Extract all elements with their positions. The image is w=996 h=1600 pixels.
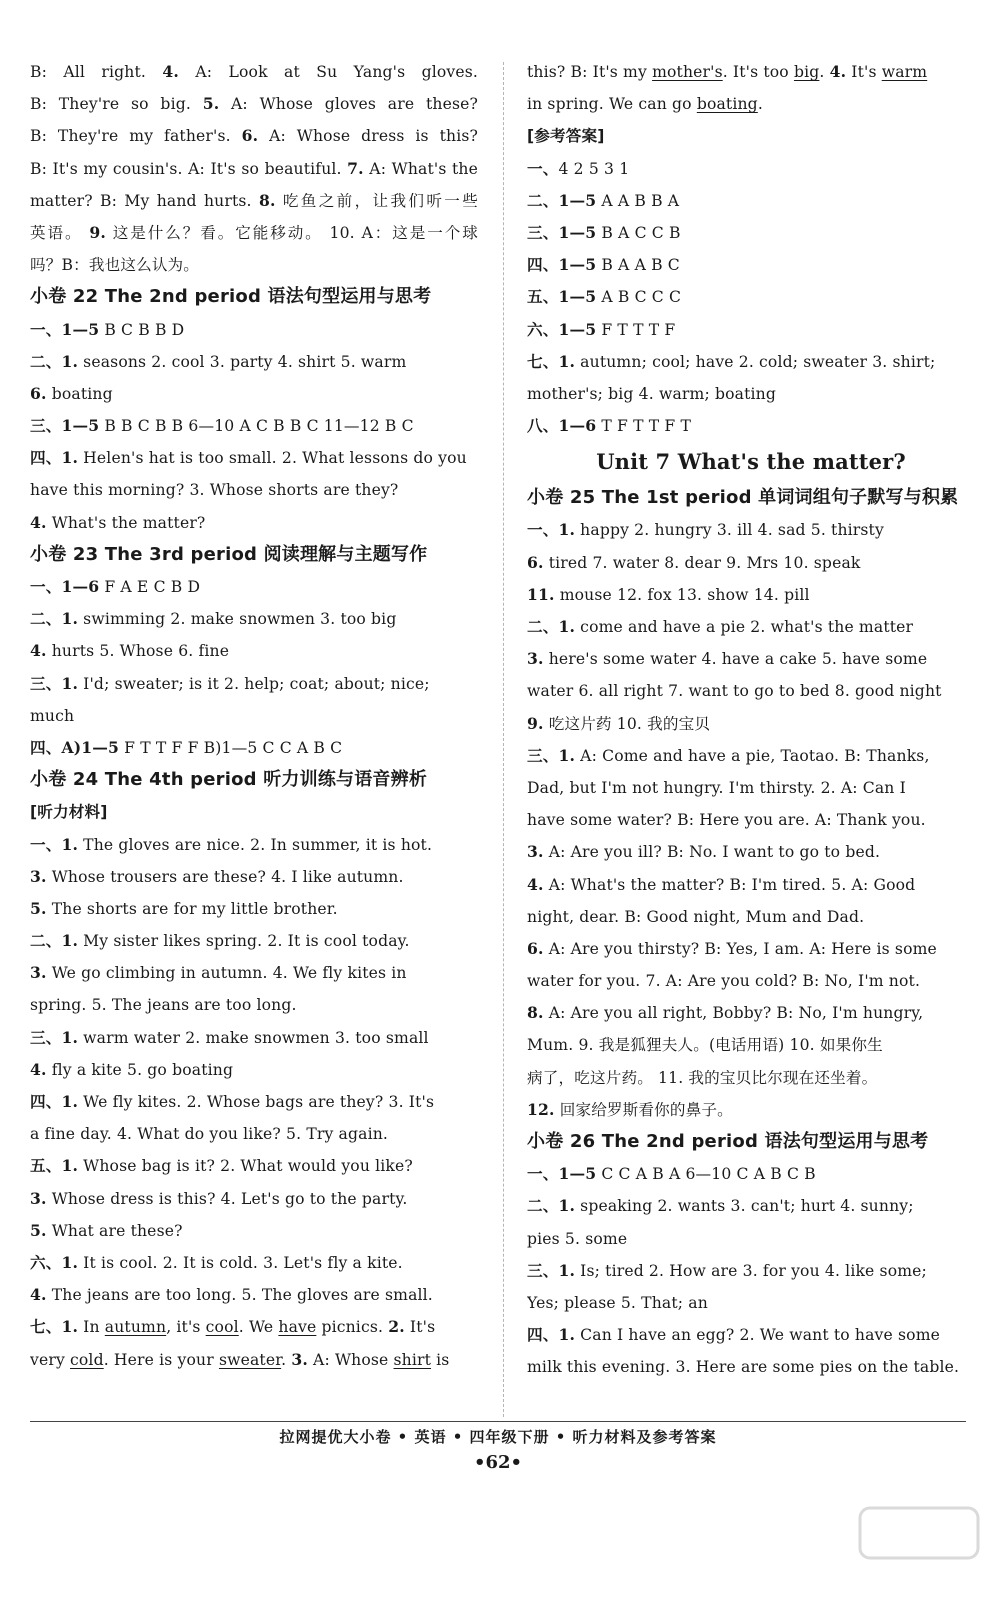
item-text: B C B B D	[99, 320, 185, 339]
item-label: 6.	[527, 938, 544, 958]
answer-line	[30, 474, 478, 506]
underlined-answer: big	[793, 63, 820, 81]
item-text: this? B: It's my	[527, 63, 653, 81]
answer-line	[527, 1158, 975, 1190]
item-label: 8.	[258, 190, 276, 210]
underlined-answer: autumn	[104, 1318, 167, 1337]
heading-number: 小卷 22	[30, 286, 99, 308]
item-text: It's	[404, 1318, 436, 1337]
item-text: What are these?	[46, 1221, 183, 1240]
heading-number: 小卷 25	[527, 487, 596, 509]
answer-line	[527, 1062, 975, 1094]
answer-line	[30, 603, 478, 635]
item-label: 4.	[30, 1285, 47, 1305]
answer-line	[30, 1054, 478, 1086]
answer-line	[527, 314, 975, 346]
item-text: speaking 2. wants 3. can't; hurt 4. sunny;	[575, 1197, 914, 1216]
heading-period: The 2nd period	[104, 286, 262, 308]
item-label: 3.	[291, 1349, 308, 1369]
item-text: A: What's the	[363, 159, 478, 178]
item-text: B B C B B 6—10 A C B B C 11—12 B C	[99, 417, 414, 436]
item-text: A: What's the matter? B: I'm tired. 5. A: Good	[543, 875, 916, 894]
item-text: 吃鱼之前，让我们听一些	[275, 191, 478, 210]
answer-line	[30, 1247, 478, 1279]
answer-line	[30, 1344, 478, 1376]
item-label: 一、1.	[527, 520, 576, 540]
item-text: milk this evening. 3. Here are some pies on the table.	[527, 1358, 960, 1377]
answer-line	[527, 1351, 975, 1383]
item-label: 6.	[527, 552, 544, 572]
item-text: 这是什么？看。它能移动。 10. A：这是一个球	[105, 223, 478, 242]
answer-line	[527, 153, 975, 185]
item-label: 4.	[30, 512, 47, 532]
answer-line	[527, 249, 975, 281]
item-text: swimming 2. make snowmen 3. too big	[78, 610, 397, 629]
item-text: A: Whose	[307, 1350, 394, 1369]
answer-line	[527, 901, 975, 933]
item-label: 一、1—6	[30, 577, 100, 596]
item-label: 三、1.	[30, 673, 79, 693]
underlined-answer: boating	[696, 95, 758, 114]
section-heading	[527, 482, 975, 514]
underlined-answer: shirt	[393, 1350, 432, 1369]
item-text: pies 5. some	[527, 1229, 628, 1248]
underlined-answer: warm	[881, 63, 928, 81]
item-text: .	[757, 95, 763, 114]
item-text: I'd; sweater; is it 2. help; coat; about; nice;	[78, 674, 430, 693]
underlined-answer: cool	[205, 1318, 239, 1337]
answer-line	[30, 1118, 478, 1150]
item-text: picnics.	[316, 1318, 389, 1337]
item-text: very	[30, 1350, 71, 1369]
item-text: Mum. 9. 我是狐狸夫人。(电话用语) 10. 如果你生	[527, 1036, 883, 1055]
answer-line	[30, 732, 478, 764]
item-text: Is; tired 2. How are 3. for you 4. like some;	[575, 1261, 927, 1280]
item-text: The shorts are for my little brother.	[46, 899, 338, 918]
answer-line	[527, 772, 975, 804]
right-column	[527, 56, 975, 1384]
answer-line	[30, 56, 478, 88]
heading-period: The 3rd period	[104, 543, 258, 565]
item-label: 四、1.	[527, 1325, 576, 1345]
item-text: What's the matter?	[46, 513, 206, 532]
item-label: 12.	[527, 1099, 555, 1119]
listening-material-label: [听力材料]	[30, 803, 108, 822]
answer-line	[527, 1190, 975, 1222]
item-label: 4.	[162, 62, 179, 81]
item-label: 3.	[527, 842, 544, 862]
heading-period: The 1st period	[601, 487, 752, 509]
item-label: 四、1—5	[527, 255, 597, 275]
item-label: 9.	[89, 222, 106, 242]
heading-number: 小卷 26	[527, 1131, 596, 1152]
item-label: 五、1—5	[527, 287, 597, 307]
item-text: Whose bag is it? 2. What would you like?	[78, 1157, 413, 1176]
unit-title: Unit 7 What's the matter?	[596, 449, 906, 475]
item-text: fly a kite 5. go boating	[46, 1060, 234, 1079]
section-heading	[30, 539, 478, 571]
item-text: F A E C B D	[99, 578, 201, 596]
answer-line	[527, 643, 975, 675]
answer-line	[527, 1029, 975, 1061]
item-label: 8.	[527, 1003, 544, 1023]
section-heading	[30, 764, 478, 796]
item-label: 4.	[527, 874, 544, 894]
item-text: Can I have an egg? 2. We want to have some	[575, 1326, 941, 1345]
item-label: 11.	[527, 584, 555, 604]
item-text: A: Are you all right, Bobby? B: No, I'm hungry,	[543, 1004, 924, 1023]
item-label: 一、1—5	[527, 1164, 597, 1184]
item-text: Helen's hat is too small. 2. What lessons do you	[78, 449, 467, 468]
item-label: 3.	[30, 866, 47, 886]
item-label: 三、1.	[527, 1260, 576, 1280]
item-text: mouse 12. fox 13. show 14. pill	[554, 585, 810, 604]
item-label: 六、1.	[30, 1252, 79, 1272]
watermark-logo	[854, 1500, 984, 1590]
answer-line	[30, 1150, 478, 1182]
answer-line	[527, 185, 975, 217]
item-text: water 6. all right 7. want to go to bed 8. good night	[527, 682, 942, 701]
item-label: 三、1—5	[527, 222, 597, 242]
item-text: A: Are you thirsty? B: Yes, I am. A: Here is some	[543, 939, 937, 958]
item-text: a fine day. 4. What do you like? 5. Try again.	[30, 1125, 389, 1144]
item-label: 二、1.	[30, 609, 79, 629]
item-label: 三、1.	[30, 1027, 79, 1047]
item-text: warm water 2. make snowmen 3. too small	[78, 1028, 429, 1047]
item-text: C C A B A 6—10 C A B C B	[596, 1165, 816, 1184]
item-text: We fly kites. 2. Whose bags are they? 3. It's	[78, 1093, 435, 1111]
item-text: boating	[46, 384, 113, 403]
footer-rule	[30, 1421, 966, 1422]
heading-topic: 语法句型运用与思考	[764, 1131, 929, 1152]
item-text: autumn; cool; have 2. cold; sweater 3. shirt;	[575, 352, 936, 371]
answer-line	[527, 514, 975, 546]
item-label: 二、1.	[527, 1196, 576, 1216]
item-text: F T T F F B)1—5 C C A B C	[119, 738, 343, 757]
answer-line	[30, 829, 478, 861]
item-text: Dad, but I'm not hungry. I'm thirsty. 2. A: Can I	[527, 778, 906, 797]
answer-line	[30, 346, 478, 378]
item-text: The jeans are too long. 5. The gloves are small.	[46, 1286, 433, 1305]
item-label: 9.	[527, 713, 544, 733]
answer-line	[527, 547, 975, 579]
answer-line	[527, 804, 975, 836]
heading-topic: 单词词组句子默写与积累	[758, 487, 959, 509]
answer-line	[30, 957, 478, 989]
item-text: It is cool. 2. It is cold. 3. Let's fly a kite.	[78, 1253, 403, 1272]
item-label: 二、1—5	[527, 190, 597, 210]
answer-line	[30, 1086, 478, 1118]
answer-line	[527, 869, 975, 901]
item-text: 英语。	[30, 223, 90, 242]
answer-line	[527, 1223, 975, 1255]
item-text: It's	[846, 63, 882, 81]
item-text: A: Are you ill? B: No. I want to go to bed.	[543, 843, 881, 862]
item-text: tired 7. water 8. dear 9. Mrs 10. speak	[543, 553, 861, 572]
item-label: 4.	[829, 62, 847, 81]
section-heading	[30, 281, 478, 313]
item-text: spring. 5. The jeans are too long.	[30, 996, 297, 1015]
item-text: Whose dress is this? 4. Let's go to the party.	[46, 1189, 408, 1208]
item-label: 一、1.	[30, 834, 79, 854]
item-text: happy 2. hungry 3. ill 4. sad 5. thirsty	[575, 521, 884, 540]
heading-number: 小卷 24	[30, 769, 99, 791]
item-text: hurts 5. Whose 6. fine	[46, 642, 230, 661]
item-text: water for you. 7. A: Are you cold? B: No, I'm not.	[527, 972, 921, 991]
answer-line	[527, 1319, 975, 1351]
item-text: here's some water 4. have a cake 5. have some	[543, 650, 928, 669]
answer-line	[527, 836, 975, 868]
answer-line	[527, 675, 975, 707]
item-label: 五、1.	[30, 1156, 79, 1176]
answer-line	[30, 378, 478, 410]
item-text: A B C C C	[596, 288, 682, 307]
item-text: The gloves are nice. 2. In summer, it is hot.	[78, 835, 433, 854]
item-text: B A A B C	[596, 256, 680, 275]
item-text: have this morning? 3. Whose shorts are they?	[30, 481, 399, 500]
item-text: have some water? B: Here you are. A: Thank you.	[527, 811, 926, 830]
item-text: A A B B A	[596, 191, 680, 210]
heading-period: The 4th period	[104, 769, 257, 791]
item-text: seasons 2. cool 3. party 4. shirt 5. warm	[78, 352, 407, 371]
item-text: in spring. We can go	[527, 95, 697, 114]
answer-line	[30, 668, 478, 700]
footer-title: 拉网提优大小卷 • 英语 • 四年级下册 • 听力材料及参考答案	[279, 1428, 717, 1446]
answer-line	[527, 410, 975, 442]
answer-line	[527, 56, 975, 88]
item-text: 病了，吃这片药。 11. 我的宝贝比尔现在还坐着。	[527, 1068, 878, 1087]
answer-line	[30, 1279, 478, 1311]
answer-line	[527, 997, 975, 1029]
item-label: 3.	[527, 649, 544, 669]
answer-line	[30, 571, 478, 603]
heading-period: The 2nd period	[601, 1131, 759, 1152]
item-text: 4 2 5 3 1	[558, 159, 630, 178]
answer-key-label: [参考答案]	[527, 127, 605, 146]
heading-topic: 语法句型运用与思考	[267, 286, 432, 308]
answer-line	[527, 965, 975, 997]
item-text: .	[819, 63, 830, 81]
answer-line	[30, 861, 478, 893]
answer-line	[30, 153, 478, 185]
answer-line	[527, 1287, 975, 1319]
item-text: 2.	[388, 1317, 405, 1337]
item-text: A: Whose dress is this?	[258, 127, 478, 146]
item-text: 吃这片药 10. 我的宝贝	[543, 714, 711, 733]
underlined-answer: have	[278, 1318, 317, 1337]
answer-line	[30, 88, 478, 120]
item-label: 4.	[30, 641, 47, 661]
item-label: 5.	[30, 1220, 47, 1240]
answer-line	[527, 611, 975, 643]
item-text: A: Whose gloves are these?	[219, 95, 478, 114]
item-text: B: They're my father's.	[30, 127, 242, 146]
item-label: 6.	[241, 126, 259, 146]
heading-topic: 阅读理解与主题写作	[263, 543, 428, 565]
underlined-answer: mother's	[652, 63, 723, 81]
answer-line	[30, 314, 478, 346]
item-text: In	[78, 1318, 105, 1337]
heading-number: 小卷 23	[30, 543, 99, 565]
item-label: 六、1—5	[527, 319, 597, 339]
item-label: 四、1.	[30, 1092, 79, 1111]
item-label: 3.	[30, 963, 47, 983]
underlined-answer: sweater	[218, 1350, 282, 1369]
column-divider	[503, 62, 504, 1417]
answer-line	[30, 635, 478, 667]
underlined-answer: cold	[70, 1350, 104, 1369]
answer-line	[30, 185, 478, 217]
answer-line	[527, 1094, 975, 1126]
answer-line	[30, 1183, 478, 1215]
item-text: 回家给罗斯看你的鼻子。	[554, 1100, 733, 1119]
item-text: B: All right.	[30, 63, 163, 81]
item-label: 八、1—6	[527, 416, 597, 436]
item-text: come and have a pie 2. what's the matter	[575, 618, 914, 636]
heading-topic: 听力训练与语音辨析	[263, 769, 428, 791]
item-label: 3.	[30, 1188, 47, 1208]
item-label: 三、1—5	[30, 416, 100, 436]
item-label: 四、1.	[30, 448, 79, 468]
item-label: 5.	[30, 898, 47, 918]
page-number: •62•	[473, 1452, 523, 1473]
item-label: 七、1.	[527, 351, 576, 371]
item-text: matter? B: My hand hurts.	[30, 191, 259, 210]
item-label: 二、1.	[30, 931, 79, 951]
answer-line	[527, 708, 975, 740]
item-label: 一、	[527, 158, 559, 178]
answer-line	[527, 88, 975, 120]
item-text: B A C C B	[596, 223, 681, 242]
answer-line	[30, 989, 478, 1021]
item-label: 二、1.	[30, 351, 79, 371]
item-label: 6.	[30, 383, 47, 403]
item-text: 吗？B：我也这么认为。	[30, 256, 200, 275]
item-text: B: It's my cousin's. A: It's so beautiful.	[30, 159, 348, 178]
item-text: night, dear. B: Good night, Mum and Dad.	[527, 907, 865, 926]
item-text: B: They're so big.	[30, 95, 203, 114]
left-column	[30, 56, 478, 1376]
answer-line	[30, 700, 478, 732]
item-text: My sister likes spring. 2. It is cool today.	[78, 932, 410, 951]
answer-line	[527, 933, 975, 965]
item-label: 二、1.	[527, 617, 576, 636]
answer-line	[30, 1022, 478, 1054]
answer-line	[527, 740, 975, 772]
item-text: . We	[238, 1318, 279, 1337]
item-label: 三、1.	[527, 745, 576, 765]
answer-line	[527, 579, 975, 611]
item-text: .	[281, 1350, 292, 1369]
item-label: 7.	[347, 158, 364, 178]
answer-line	[30, 1215, 478, 1247]
answer-line	[30, 410, 478, 442]
item-text: . Here is your	[103, 1350, 219, 1369]
item-label: 一、1—5	[30, 319, 100, 339]
item-text: mother's; big 4. warm; boating	[527, 384, 776, 403]
answer-line	[527, 1255, 975, 1287]
section-heading	[527, 1126, 975, 1158]
answer-line	[30, 442, 478, 474]
item-text: is	[431, 1350, 450, 1369]
item-text: A: Come and have a pie, Taotao. B: Thanks,	[575, 746, 930, 765]
answer-line	[527, 346, 975, 378]
item-label: 四、A)1—5	[30, 737, 120, 757]
item-label: 5.	[202, 94, 220, 114]
answer-line	[30, 217, 478, 249]
item-text: T F T T F T	[596, 417, 692, 436]
item-text: , it's	[166, 1318, 206, 1337]
item-label: 七、1.	[30, 1317, 79, 1337]
item-text: Yes; please 5. That; an	[527, 1293, 708, 1312]
answer-line	[30, 507, 478, 539]
item-text: . It's too	[722, 63, 794, 81]
item-text: Whose trousers are these? 4. I like autumn.	[46, 867, 404, 886]
answer-line	[30, 120, 478, 152]
answer-line	[30, 925, 478, 957]
item-label: 4.	[30, 1059, 47, 1079]
item-text: We go climbing in autumn. 4. We fly kites in	[46, 964, 407, 983]
item-text: A: Look at Su Yang's gloves.	[178, 63, 478, 81]
answer-line	[30, 249, 478, 281]
answer-line	[527, 378, 975, 410]
answer-line	[30, 893, 478, 925]
item-text: much	[30, 706, 75, 725]
answer-line	[527, 217, 975, 249]
item-text: F T T T F	[596, 320, 676, 339]
answer-line	[527, 281, 975, 313]
answer-line	[30, 1311, 478, 1343]
